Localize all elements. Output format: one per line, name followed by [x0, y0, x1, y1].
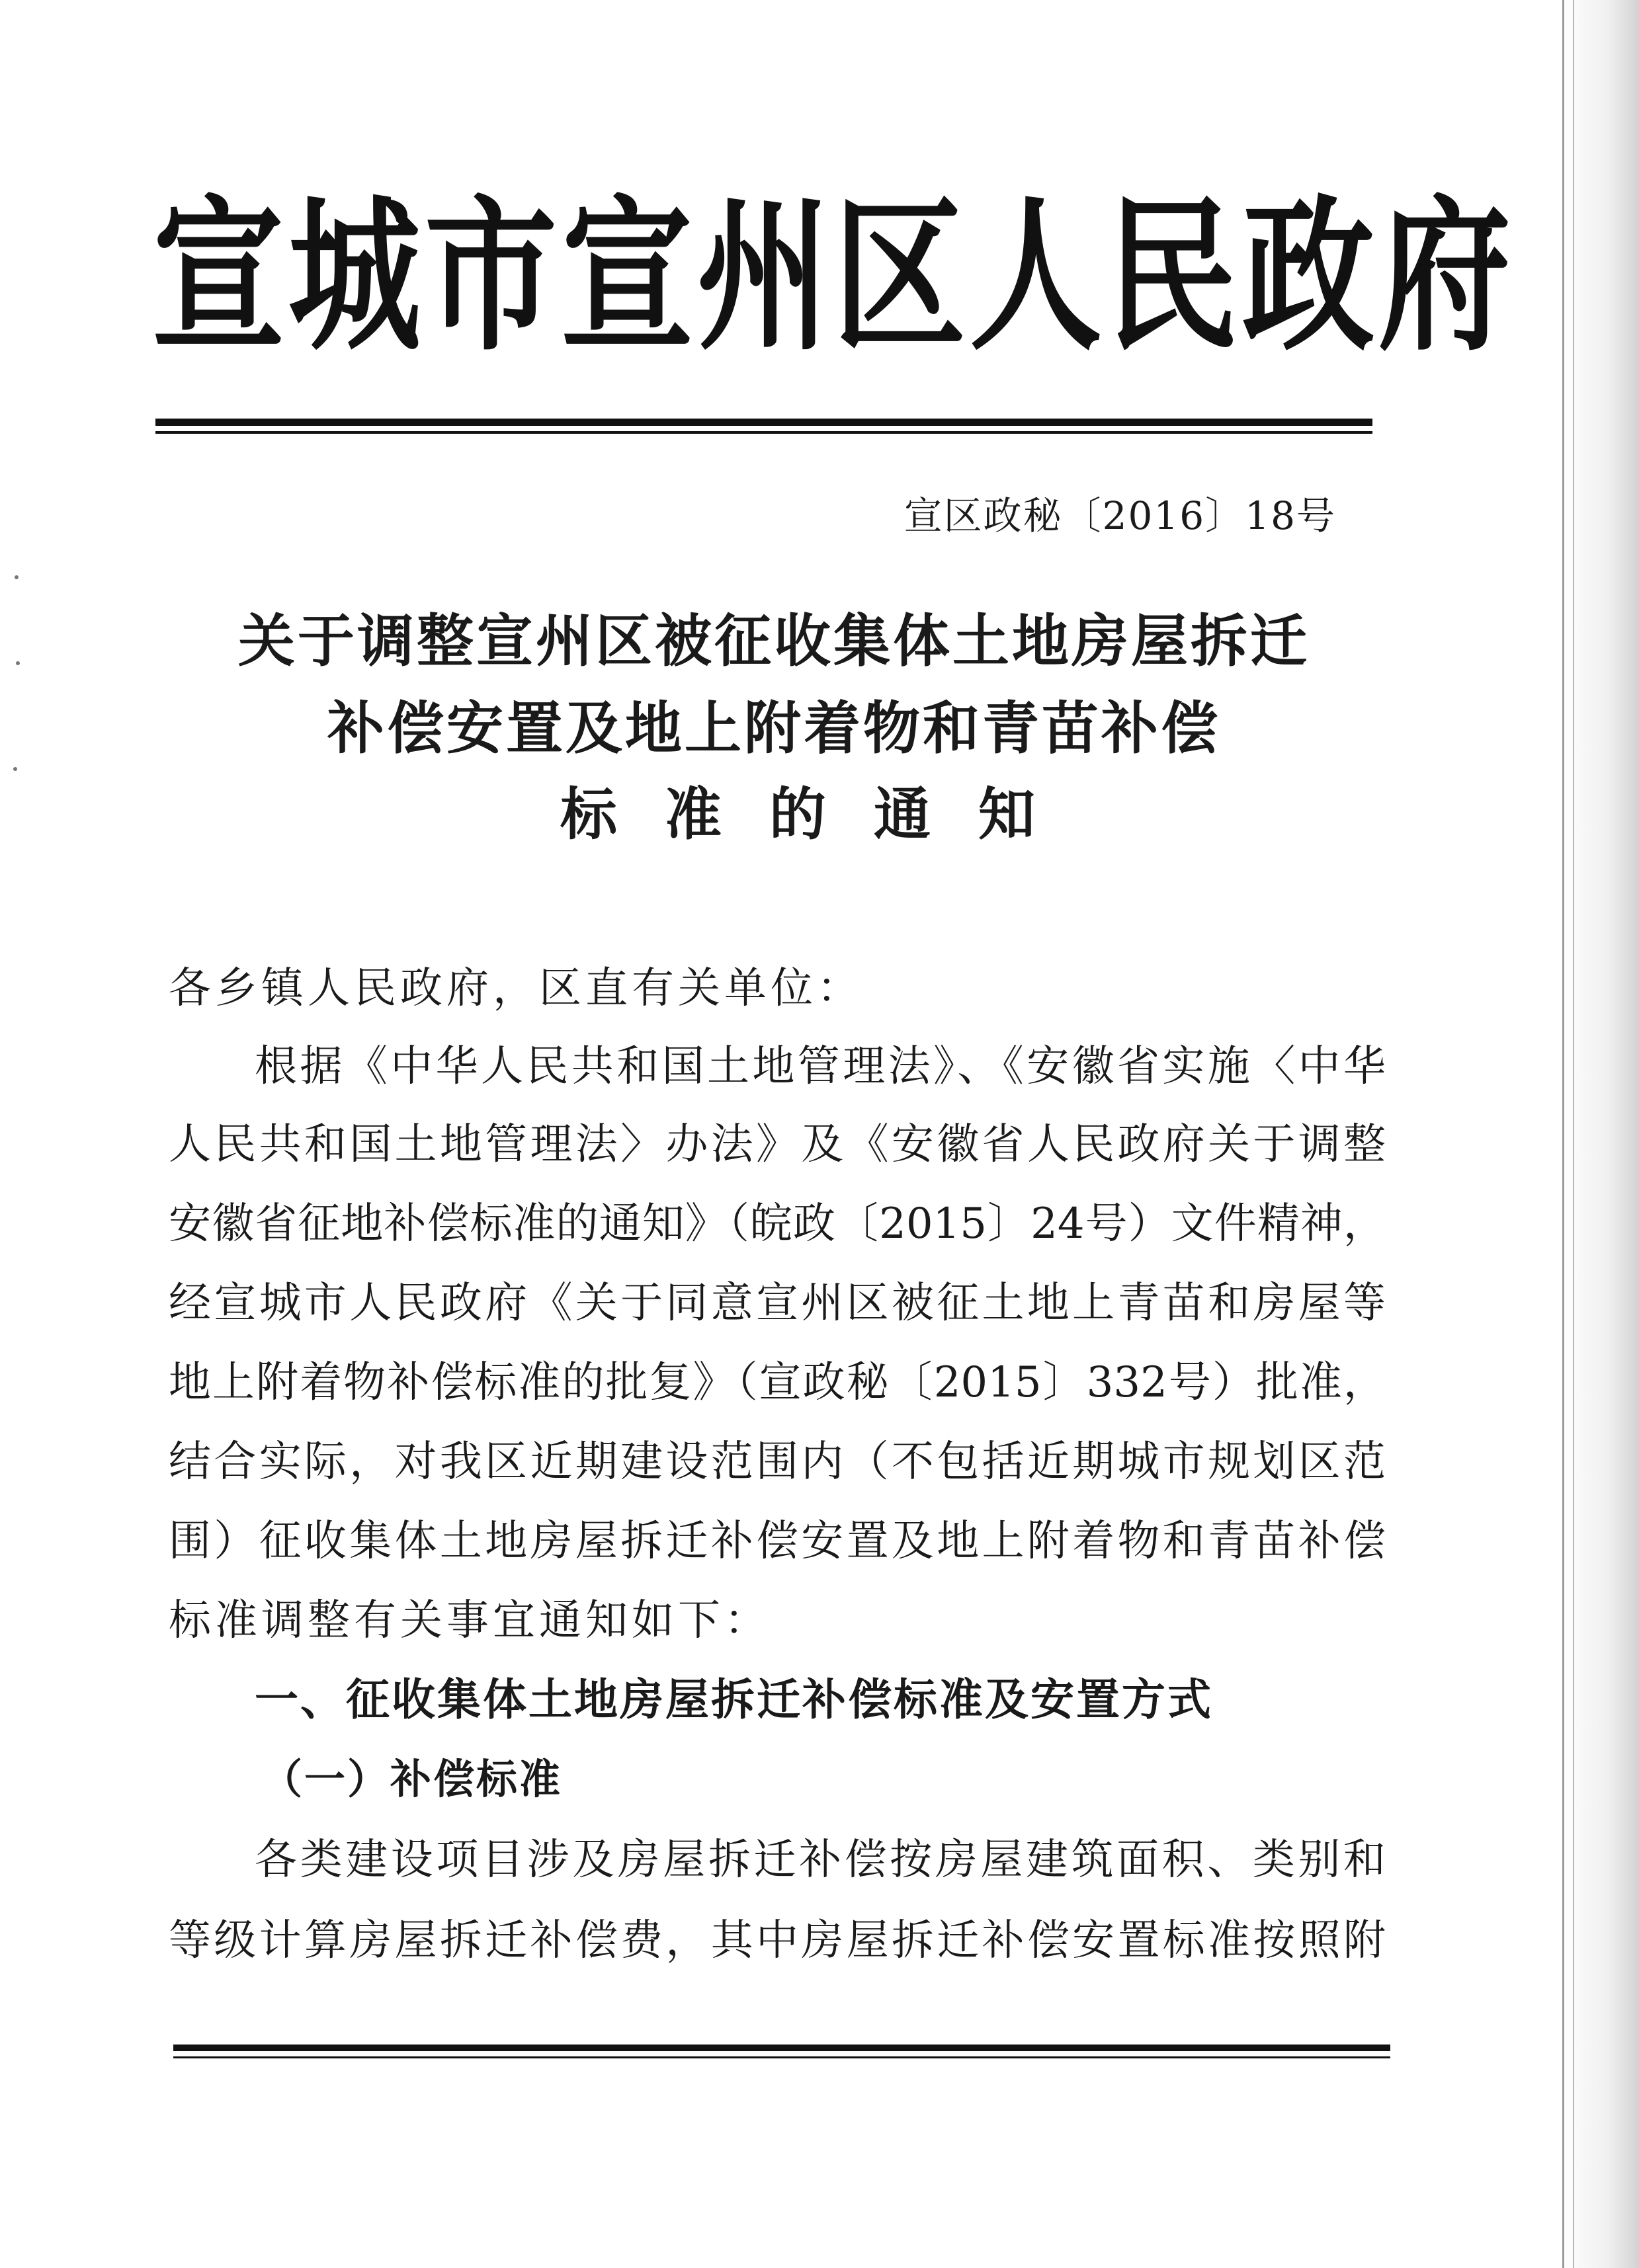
- document-title-line-3: 标准的通知: [560, 782, 1083, 848]
- letterhead-rule-thick: [155, 419, 1372, 426]
- addressee: 各乡镇人民政府，区直有关单位：: [169, 964, 863, 1013]
- section-heading: 一、征收集体土地房屋拆迁补偿标准及安置方式: [255, 1674, 1213, 1725]
- document-title-line-2: 补偿安置及地上附着物和青苗补偿: [327, 696, 1220, 762]
- footer-rule-thick: [173, 2045, 1390, 2051]
- paragraph-line: 结合实际，对我区近期建设范围内（不包括近期城市规划区范: [169, 1438, 1386, 1486]
- footer-rule-thin: [173, 2056, 1390, 2058]
- letterhead-issuer: 宣城市宣州区人民政府: [152, 181, 1515, 374]
- paragraph-line: 地上附着物补偿标准的批复》（宣政秘〔2015〕332号）批准，: [169, 1358, 1386, 1407]
- paragraph-line: 人民共和国土地管理法〉办法》及《安徽省人民政府关于调整: [169, 1120, 1386, 1169]
- scan-speck: [13, 767, 17, 771]
- scan-shadow-edge: [1560, 0, 1639, 2268]
- scan-edge-line: [1562, 0, 1564, 2268]
- letterhead-rule-thin: [155, 431, 1372, 434]
- paragraph-line: 根据《中华人民共和国土地管理法》、《安徽省实施〈中华: [255, 1042, 1386, 1091]
- paragraph-line: 标准调整有关事宜通知如下：: [169, 1596, 771, 1645]
- paragraph-line: 安徽省征地补偿标准的通知》（皖政〔2015〕24号）文件精神，: [169, 1199, 1386, 1248]
- document-title-line-1: 关于调整宣州区被征收集体土地房屋拆迁: [238, 608, 1310, 674]
- paragraph-line: 等级计算房屋拆迁补偿费，其中房屋拆迁补偿安置标准按照附: [169, 1916, 1386, 1965]
- subsection-heading: （一）补偿标准: [261, 1755, 563, 1803]
- scan-speck: [16, 661, 20, 665]
- scan-speck: [15, 575, 19, 579]
- scan-edge-line: [1573, 0, 1574, 2268]
- paragraph-line: 经宣城市人民政府《关于同意宣州区被征土地上青苗和房屋等: [169, 1279, 1386, 1328]
- paragraph-line: 围）征收集体土地房屋拆迁补偿安置及地上附着物和青苗补偿: [169, 1517, 1386, 1566]
- paragraph-line: 各类建设项目涉及房屋拆迁补偿按房屋建筑面积、类别和: [255, 1836, 1386, 1884]
- document-number: 宣区政秘〔2016〕18号: [904, 493, 1336, 538]
